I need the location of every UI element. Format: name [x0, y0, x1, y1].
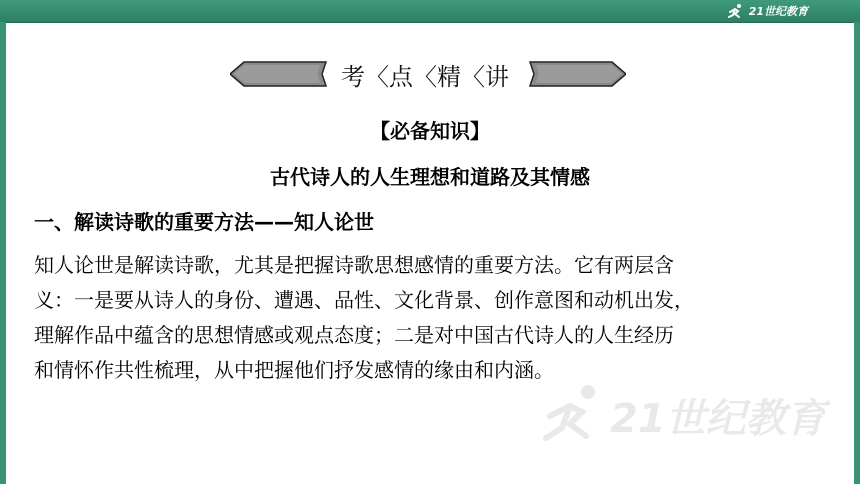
paragraph-line: 知人论世是解读诗歌，尤其是把握诗歌思想感情的重要方法。它有两层含: [34, 253, 674, 277]
runner-icon: [546, 385, 595, 438]
top-header-band: [0, 0, 860, 23]
header-logo: [726, 2, 808, 20]
subheading: 一、解读诗歌的重要方法——知人论世: [34, 210, 374, 234]
section-banner: [0, 56, 860, 92]
paragraph-line: 和情怀作共性梳理，从中把握他们抒发感情的缘由和内涵。: [34, 358, 554, 382]
topic-heading: 古代诗人的人生理想和道路及其情感: [270, 165, 590, 189]
watermark-text: 21世纪教育: [610, 396, 826, 442]
body-paragraph: [34, 248, 834, 388]
paragraph-line: 理解作品中蕴含的思想情感或观点态度；二是对中国古代诗人的人生经历: [34, 323, 674, 347]
watermark-logo: [540, 380, 830, 450]
paragraph-line: 义：一是要从诗人的身份、遭遇、品性、文化背景、创作意图和动机出发，: [34, 288, 694, 312]
bracket-heading: 【必备知识】: [370, 119, 490, 143]
right-arrow-decoration: [526, 56, 626, 92]
runner-icon: [726, 3, 746, 19]
banner-title: 考〈点〈精〈讲: [341, 62, 509, 91]
left-arrow-decoration: [230, 56, 330, 92]
header-logo-text: 21世纪教育: [748, 5, 808, 18]
